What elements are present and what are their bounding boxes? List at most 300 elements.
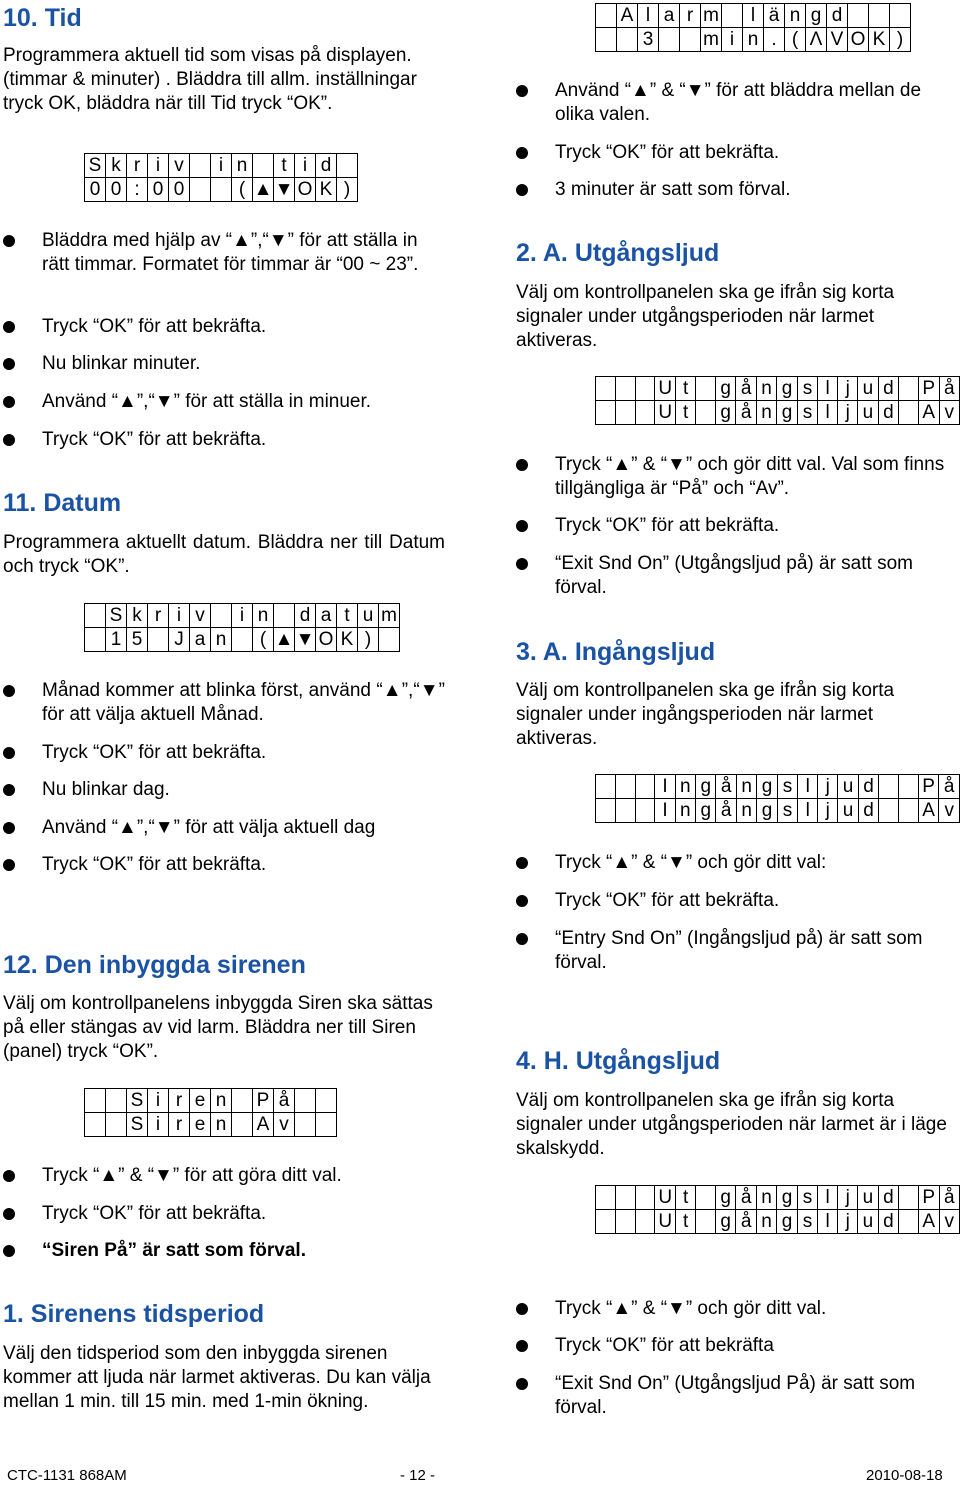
lcd-cell: O [316, 628, 337, 652]
bullet-item: Nu blinkar dag. [3, 778, 443, 802]
footer-date: 2010-08-18 [866, 1467, 943, 1484]
lcd-cell: d [295, 604, 316, 628]
lcd-cell [696, 401, 716, 425]
lcd-cell [659, 28, 680, 52]
lcd-cell: l [818, 1210, 838, 1234]
lcd-cell: S [85, 154, 106, 178]
lcd-cell: å [939, 1186, 960, 1210]
lcd-cell: A [918, 1210, 939, 1234]
lcd-cell [680, 28, 701, 52]
bullet-item: Månad kommer att blinka först, använd “▲”,“▼” för att välja aktuell Månad. [3, 679, 445, 727]
bullet-dot [3, 235, 15, 247]
lcd-cell: P [253, 1089, 274, 1113]
lcd-cell: m [701, 28, 722, 52]
lcd-cell: r [169, 1113, 190, 1137]
lcd-cell: S [106, 604, 127, 628]
lcd-cell: j [838, 1210, 858, 1234]
lcd-cell: n [756, 401, 776, 425]
section-intro-siren: Välj om kontrollpanelens inbyggda Siren ska sättas på eller stängas av vid larm. Bläddra ner till Siren (panel) tryck “OK”. [3, 993, 433, 1062]
bullet-dot [3, 747, 15, 759]
lcd-cell: i [295, 154, 316, 178]
lcd-cell [85, 1113, 106, 1137]
lcd-cell [696, 1210, 716, 1234]
lcd-cell: g [757, 775, 777, 799]
lcd-cell: s [797, 377, 817, 401]
lcd-display-tid [84, 153, 358, 202]
lcd-cell: t [676, 377, 696, 401]
lcd-row [85, 628, 400, 652]
lcd-cell: n [756, 1210, 776, 1234]
lcd-cell: å [939, 775, 960, 799]
lcd-cell: v [939, 401, 960, 425]
lcd-row [596, 377, 960, 401]
lcd-cell [869, 4, 890, 28]
bullet-item: Bläddra med hjälp av “▲”,“▼” för att ställa in rätt timmar. Formatet för timmar är “00 ~ 23”. [3, 229, 443, 277]
lcd-cell: g [777, 377, 797, 401]
lcd-cell: A [617, 4, 638, 28]
bullet-item: Tryck “OK” för att bekräfta. [516, 141, 956, 165]
lcd-cell: a [190, 628, 211, 652]
lcd-cell: n [743, 28, 764, 52]
lcd-cell: g [757, 799, 777, 823]
lcd-cell [596, 1186, 616, 1210]
lcd-cell [696, 1186, 716, 1210]
lcd-cell [890, 4, 911, 28]
bullet-dot [3, 396, 15, 408]
lcd-cell: l [743, 4, 764, 28]
bullet-item: Tryck “OK” för att bekräfta. [3, 741, 443, 765]
lcd-display-utgangsljud-a [595, 376, 960, 425]
bullet-dot [3, 685, 15, 697]
bullet-item: Tryck “▲” & “▼” och gör ditt val. [516, 1297, 956, 1321]
lcd-cell: v [939, 1210, 960, 1234]
lcd-cell: P [918, 377, 939, 401]
lcd-cell: t [676, 401, 696, 425]
section-heading-tidsperiod: 1. Sirenens tidsperiod [3, 1300, 265, 1328]
lcd-cell: . [764, 28, 785, 52]
lcd-cell: i [148, 1113, 169, 1137]
lcd-cell [722, 4, 743, 28]
lcd-cell: g [777, 1186, 797, 1210]
bullet-item: Tryck “▲” & “▼” för att göra ditt val. [3, 1164, 443, 1188]
lcd-cell: 0 [85, 178, 106, 202]
lcd-cell: s [797, 1186, 817, 1210]
lcd-cell [899, 377, 919, 401]
lcd-cell [635, 377, 655, 401]
lcd-cell: t [676, 1210, 696, 1234]
lcd-cell: s [777, 775, 797, 799]
lcd-cell: n [211, 1113, 232, 1137]
lcd-cell: I [655, 775, 675, 799]
lcd-cell: ) [358, 628, 379, 652]
lcd-cell [190, 154, 211, 178]
lcd-cell: P [918, 775, 939, 799]
lcd-cell: l [818, 401, 838, 425]
lcd-cell [615, 799, 635, 823]
lcd-display-datum [84, 603, 400, 652]
lcd-cell [899, 799, 919, 823]
lcd-cell: t [337, 604, 358, 628]
lcd-cell: n [736, 775, 756, 799]
lcd-cell [337, 154, 358, 178]
lcd-cell: i [148, 154, 169, 178]
lcd-cell: å [736, 1210, 756, 1234]
lcd-cell: g [716, 1186, 736, 1210]
lcd-cell [617, 28, 638, 52]
bullet-item: “Entry Snd On” (Ingångsljud på) är satt som förval. [516, 927, 956, 975]
lcd-cell: d [316, 154, 337, 178]
lcd-cell: g [696, 775, 716, 799]
bullet-item: Tryck “OK” för att bekräfta. [3, 315, 443, 339]
lcd-cell: d [827, 4, 848, 28]
lcd-cell [635, 1210, 655, 1234]
bullet-dot [516, 459, 528, 471]
lcd-cell: m [701, 4, 722, 28]
lcd-cell [848, 4, 869, 28]
lcd-cell: O [848, 28, 869, 52]
section-intro-tidsperiod: Välj den tidsperiod som den inbyggda sirenen kommer att ljuda när larmet aktiveras. Du kan välja mellan 1 min. till 15 min. med 1-min ökning. [3, 1343, 431, 1412]
lcd-cell: å [716, 799, 736, 823]
lcd-row [596, 28, 911, 52]
lcd-cell [106, 1113, 127, 1137]
lcd-cell: j [838, 377, 858, 401]
section-heading-ingangsljud-a: 3. A. Ingångsljud [516, 638, 716, 666]
lcd-cell: d [858, 775, 878, 799]
lcd-cell: V [827, 28, 848, 52]
lcd-row [596, 1186, 960, 1210]
lcd-cell [596, 1210, 616, 1234]
lcd-cell: v [939, 799, 960, 823]
lcd-cell: g [696, 799, 716, 823]
section-intro-tid: Programmera aktuell tid som visas på displayen. (timmar & minuter) . Bläddra till allm. inställningar tryck OK, bläddra när till Tid tryck “OK”. [3, 45, 417, 114]
lcd-cell [379, 628, 400, 652]
lcd-cell: K [316, 178, 337, 202]
lcd-cell [635, 401, 655, 425]
lcd-cell: : [127, 178, 148, 202]
lcd-cell: u [358, 604, 379, 628]
bullet-dot [516, 1378, 528, 1390]
bullet-item: “Exit Snd On” (Utgångsljud På) är satt som förval. [516, 1372, 956, 1420]
lcd-cell: g [716, 377, 736, 401]
lcd-cell: å [274, 1089, 295, 1113]
bullet-dot [3, 784, 15, 796]
lcd-cell [615, 401, 635, 425]
lcd-cell: u [838, 775, 858, 799]
lcd-cell [232, 1113, 253, 1137]
lcd-cell: å [736, 1186, 756, 1210]
lcd-cell [596, 775, 616, 799]
lcd-cell: 0 [148, 178, 169, 202]
lcd-display-siren [84, 1088, 337, 1137]
lcd-cell: k [106, 154, 127, 178]
lcd-row [596, 401, 960, 425]
lcd-cell [615, 1186, 635, 1210]
bullet-item: Använd “▲” & “▼” för att bläddra mellan de olika valen. [516, 79, 956, 127]
lcd-cell: U [655, 1210, 676, 1234]
lcd-cell: n [736, 799, 756, 823]
lcd-cell: n [232, 154, 253, 178]
lcd-cell [316, 1089, 337, 1113]
lcd-cell: ▲ [253, 178, 273, 200]
bullet-item: Använd “▲”,“▼” för att välja aktuell dag [3, 816, 443, 840]
lcd-cell [85, 1089, 106, 1113]
lcd-row [596, 1210, 960, 1234]
lcd-cell: 1 [106, 628, 127, 652]
lcd-row [596, 799, 960, 823]
lcd-cell [106, 1089, 127, 1113]
lcd-cell [211, 604, 232, 628]
lcd-cell: å [736, 377, 756, 401]
lcd-cell: ) [337, 178, 358, 202]
bullet-dot [3, 358, 15, 370]
lcd-cell: A [918, 401, 939, 425]
lcd-cell: n [253, 604, 274, 628]
bullet-dot [516, 147, 528, 159]
lcd-cell: g [716, 401, 736, 425]
lcd-cell: K [869, 28, 890, 52]
lcd-cell: j [838, 1186, 858, 1210]
lcd-cell: K [337, 628, 358, 652]
bullet-item: Tryck “OK” för att bekräfta. [516, 514, 956, 538]
section-intro-utgangsljud-a: Välj om kontrollpanelen ska ge ifrån sig korta signaler under utgångsperioden när larmet aktiveras. [516, 282, 895, 351]
lcd-cell [596, 28, 617, 52]
lcd-cell: n [675, 799, 695, 823]
lcd-cell: i [232, 604, 253, 628]
lcd-cell [899, 1210, 919, 1234]
bullet-dot [516, 933, 528, 945]
lcd-cell: n [211, 1089, 232, 1113]
lcd-cell: l [798, 799, 818, 823]
bullet-item: Nu blinkar minuter. [3, 352, 443, 376]
lcd-cell [635, 799, 655, 823]
lcd-cell: ▼ [274, 178, 294, 200]
lcd-cell [148, 628, 169, 652]
lcd-cell: S [127, 1113, 148, 1137]
bullet-dot [3, 822, 15, 834]
lcd-cell: i [211, 154, 232, 178]
lcd-cell: n [756, 1186, 776, 1210]
lcd-cell [596, 401, 616, 425]
section-heading-datum: 11. Datum [3, 489, 122, 517]
lcd-cell: m [379, 604, 400, 628]
lcd-cell: l [798, 775, 818, 799]
lcd-row [85, 1113, 337, 1137]
lcd-cell: d [858, 799, 878, 823]
lcd-cell [899, 775, 919, 799]
lcd-cell: v [190, 604, 211, 628]
lcd-cell [879, 775, 899, 799]
lcd-cell: j [838, 401, 858, 425]
bullet-item: Använd “▲”,“▼” för att ställa in minuer. [3, 390, 443, 414]
lcd-cell: å [716, 775, 736, 799]
lcd-cell: n [675, 775, 695, 799]
bullet-dot [3, 859, 15, 871]
lcd-cell: d [878, 1186, 898, 1210]
lcd-cell [596, 799, 616, 823]
lcd-cell: s [797, 401, 817, 425]
section-heading-utgangsljud-h: 4. H. Utgångsljud [516, 1047, 721, 1075]
lcd-cell: u [858, 401, 878, 425]
lcd-cell: n [211, 628, 232, 652]
lcd-cell: j [818, 775, 838, 799]
lcd-row [85, 604, 400, 628]
lcd-cell: J [169, 628, 190, 652]
lcd-cell: ( [232, 178, 253, 202]
lcd-cell [232, 1089, 253, 1113]
lcd-cell: j [818, 799, 838, 823]
bullet-item: Tryck “OK” för att bekräfta. [516, 889, 956, 913]
bullet-item: Tryck “▲” & “▼” och gör ditt val. Val som finns tillgängliga är “På” och “Av”. [516, 453, 956, 501]
lcd-cell [635, 775, 655, 799]
lcd-cell: i [148, 1089, 169, 1113]
lcd-cell: g [777, 401, 797, 425]
bullet-item: Tryck “OK” för att bekräfta. [3, 428, 443, 452]
lcd-cell: ä [764, 4, 785, 28]
lcd-cell [635, 1186, 655, 1210]
section-intro-utgangsljud-h: Välj om kontrollpanelen ska ge ifrån sig korta signaler under utgångsperioden när larmet är i läge skalskydd. [516, 1090, 947, 1159]
lcd-cell [85, 628, 106, 652]
lcd-cell: g [777, 1210, 797, 1234]
lcd-cell [253, 154, 274, 178]
lcd-cell: ) [890, 28, 911, 52]
bullet-dot [516, 184, 528, 196]
lcd-cell: A [918, 799, 939, 823]
bullet-dot [516, 558, 528, 570]
lcd-cell: k [127, 604, 148, 628]
lcd-cell [696, 377, 716, 401]
lcd-cell [879, 799, 899, 823]
bullet-dot [3, 434, 15, 446]
lcd-cell: u [858, 1210, 878, 1234]
lcd-row [596, 775, 960, 799]
lcd-cell [615, 1210, 635, 1234]
lcd-cell: ( [785, 28, 806, 52]
lcd-cell: 0 [106, 178, 127, 202]
lcd-cell: g [716, 1210, 736, 1234]
lcd-cell: U [655, 401, 676, 425]
bullet-dot [516, 520, 528, 532]
lcd-cell: d [878, 401, 898, 425]
lcd-cell [295, 1089, 316, 1113]
bullet-dot [3, 321, 15, 333]
lcd-cell: 3 [638, 28, 659, 52]
bullet-dot [516, 895, 528, 907]
lcd-cell: ▲ [274, 628, 294, 650]
lcd-cell: a [316, 604, 337, 628]
lcd-cell: S [127, 1089, 148, 1113]
section-heading-utgangsljud-a: 2. A. Utgångsljud [516, 239, 720, 267]
bullet-dot [3, 1208, 15, 1220]
lcd-cell [274, 604, 295, 628]
bullet-item: Tryck “OK” för att bekräfta. [3, 853, 443, 877]
bullet-item: 3 minuter är satt som förval. [516, 178, 956, 202]
bullet-dot [516, 857, 528, 869]
lcd-cell [316, 1113, 337, 1137]
bullet-dot [516, 1303, 528, 1315]
lcd-cell: g [806, 4, 827, 28]
lcd-cell: 0 [169, 178, 190, 202]
lcd-cell: l [818, 377, 838, 401]
lcd-cell: P [918, 1186, 939, 1210]
lcd-cell: I [655, 799, 675, 823]
lcd-cell [596, 4, 617, 28]
bullet-item: “Siren På” är satt som förval. [3, 1239, 443, 1263]
lcd-cell: u [838, 799, 858, 823]
lcd-cell: U [655, 377, 676, 401]
lcd-cell: å [736, 401, 756, 425]
bullet-dot [3, 1245, 15, 1257]
lcd-row [85, 178, 358, 202]
lcd-cell: Λ [806, 28, 827, 52]
lcd-cell [615, 775, 635, 799]
lcd-cell [85, 604, 106, 628]
lcd-cell [295, 1113, 316, 1137]
lcd-cell: d [878, 1210, 898, 1234]
lcd-cell [596, 377, 616, 401]
bullet-dot [516, 1340, 528, 1352]
lcd-cell: i [169, 604, 190, 628]
lcd-display-tidsperiod [595, 3, 911, 52]
bullet-item: Tryck “OK” för att bekräfta. [3, 1202, 443, 1226]
section-heading-siren: 12. Den inbyggda sirenen [3, 951, 306, 979]
footer-model: CTC-1131 868AM [7, 1467, 127, 1484]
lcd-cell: u [858, 377, 878, 401]
lcd-cell: s [797, 1210, 817, 1234]
lcd-cell: a [659, 4, 680, 28]
lcd-cell: l [638, 4, 659, 28]
lcd-cell: ▼ [295, 628, 315, 650]
lcd-display-ingangsljud-a [595, 774, 960, 823]
lcd-cell: ( [253, 628, 274, 652]
lcd-display-utgangsljud-h [595, 1185, 960, 1234]
lcd-cell: s [777, 799, 797, 823]
lcd-cell: 5 [127, 628, 148, 652]
footer-page-number: - 12 - [400, 1467, 436, 1484]
lcd-cell: t [676, 1186, 696, 1210]
lcd-cell: n [756, 377, 776, 401]
lcd-cell [190, 178, 211, 202]
section-heading-tid: 10. Tid [3, 4, 82, 32]
lcd-cell [899, 1186, 919, 1210]
lcd-cell: v [169, 154, 190, 178]
lcd-cell: i [722, 28, 743, 52]
lcd-cell: v [274, 1113, 295, 1137]
lcd-cell: e [190, 1113, 211, 1137]
lcd-cell [232, 628, 253, 652]
lcd-row [596, 4, 911, 28]
bullet-dot [516, 85, 528, 97]
lcd-cell: U [655, 1186, 676, 1210]
bullet-item: “Exit Snd On” (Utgångsljud på) är satt som förval. [516, 552, 956, 600]
bullet-dot [3, 1170, 15, 1182]
bullet-item: Tryck “OK” för att bekräfta [516, 1334, 956, 1358]
lcd-cell: d [878, 377, 898, 401]
lcd-cell [899, 401, 919, 425]
lcd-cell: r [148, 604, 169, 628]
section-intro-datum: Programmera aktuellt datum. Bläddra ner till Datum och tryck “OK”. [3, 532, 445, 577]
bullet-item: Tryck “▲” & “▼” och gör ditt val: [516, 851, 956, 875]
section-intro-ingangsljud-a: Välj om kontrollpanelen ska ge ifrån sig korta signaler under ingångsperioden när larmet aktiveras. [516, 680, 895, 749]
lcd-cell: n [785, 4, 806, 28]
lcd-cell: u [858, 1186, 878, 1210]
lcd-cell: l [818, 1186, 838, 1210]
lcd-cell: O [295, 178, 316, 202]
lcd-row [85, 1089, 337, 1113]
lcd-cell: r [127, 154, 148, 178]
lcd-cell [615, 377, 635, 401]
lcd-cell: t [274, 154, 295, 178]
lcd-cell: r [680, 4, 701, 28]
